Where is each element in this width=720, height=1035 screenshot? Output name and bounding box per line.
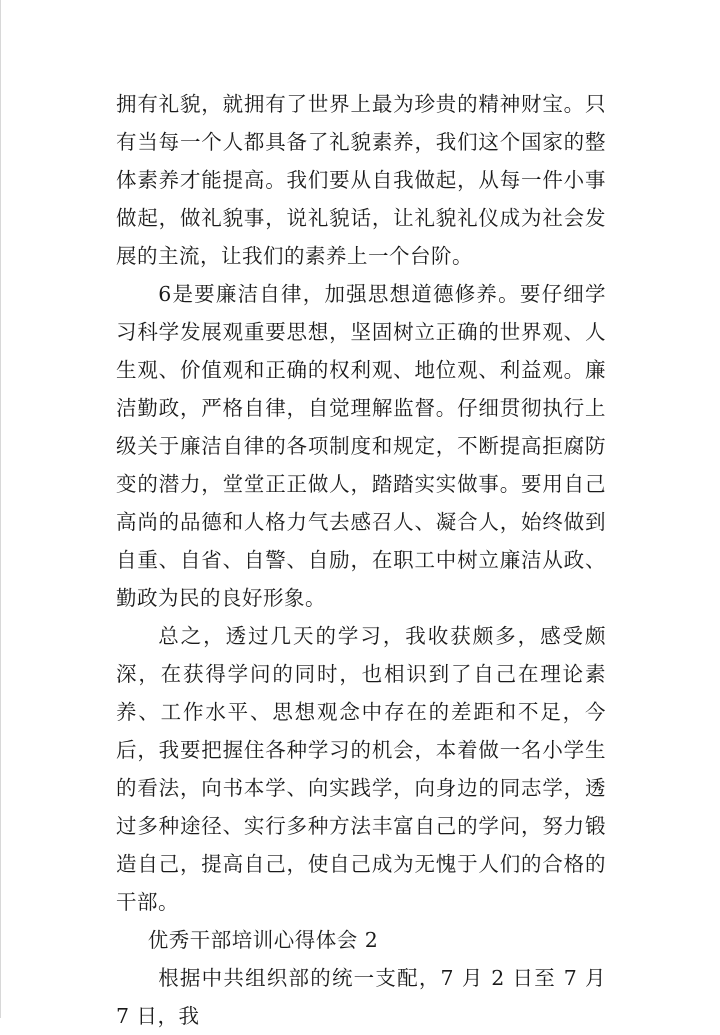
document-body (116, 85, 606, 1035)
paragraph-next-section: 根据中共组织部的统一支配，7 月 2 日至 7 月 7 日，我 (116, 966, 606, 1028)
paragraph-integrity: 6是要廉洁自律，加强思想道德修养。要仔细学习科学发展观重要思想，坚固树立正确的世界观、人生观、价值观和正确的权利观、地位观、利益观。廉洁勤政，严格自律，自觉理解监督。仔细贯彻执行上级关于廉洁自律的各项制度和规定，不断提高拒腐防变的潜力，堂堂正正做人，踏踏实实做事。要用自己高尚的品德和人格力气去感召人、凝合人，始终做到自重、自省、自警、自励，在职工中树立廉洁从政、勤政为民的良好形象。 (116, 282, 606, 610)
section-heading: 优秀干部培训心得体会 2 (147, 928, 379, 952)
paragraph-summary: 总之，透过几天的学习，我收获颇多，感受颇深，在获得学问的同时，也相识到了自己在理论素养、工作水平、思想观念中存在的差距和不足，今后，我要把握住各种学习的机会，本着做一名小学生的看法，向书本学、向实践学，向身边的同志学，透过多种途径、实行多种方法丰富自己的学问，努力锻造自己，提高自己，使自己成为无愧于人们的合格的干部。 (116, 624, 606, 914)
paragraph-courtesy: 拥有礼貌，就拥有了世界上最为珍贵的精神财宝。只有当每一个人都具备了礼貌素养，我们这个国家的整体素养才能提高。我们要从自我做起，从每一件小事做起，做礼貌事，说礼貌话，让礼貌礼仪成为社会发展的主流，让我们的素养上一个台阶。 (116, 92, 606, 268)
